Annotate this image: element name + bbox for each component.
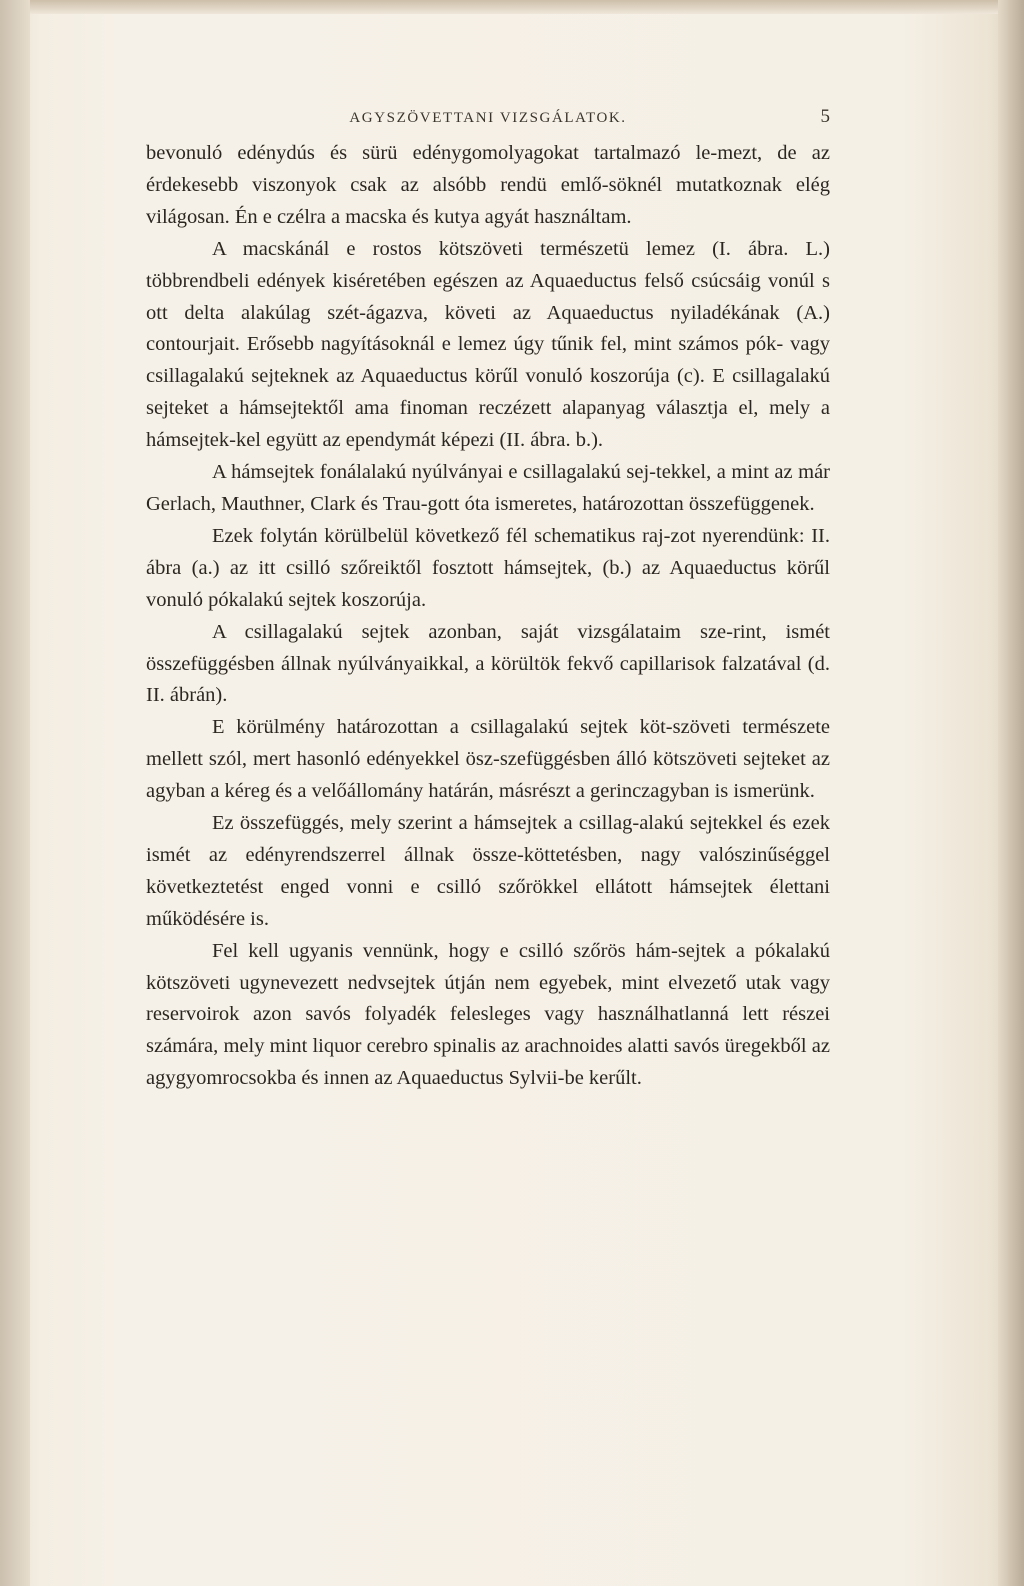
page-number: 5 xyxy=(820,106,830,127)
running-head xyxy=(146,106,830,130)
paragraph-3: A hámsejtek fonálalakú nyúlványai e csillagalakú sej-tekkel, a mint az már Gerlach, Mauthner, Clark és Trau-gott óta ismeretes, határozottan összefüggenek. xyxy=(146,461,830,515)
body-text xyxy=(146,138,830,1095)
paragraph-5: A csillagalakú sejtek azonban, saját vizsgálataim sze-rint, ismét összefüggésben állnak nyúlványaikkal, a körültök fekvő capillarisok falzatával (d. II. ábrán). xyxy=(146,620,830,707)
paragraph-7: Ez összefüggés, mely szerint a hámsejtek a csillag-alakú sejtekkel és ezek ismét az edényrendszerrel állnak össze-köttetésben, nagy valószinűséggel következtetést enged vonni e csilló szőrökkel ellátott hámsejtek élettani működésére is. xyxy=(146,812,830,930)
running-title: AGYSZÖVETTANI VIZSGÁLATOK. xyxy=(349,110,627,126)
paragraph-8: Fel kell ugyanis vennünk, hogy e csilló szőrös hám-sejtek a pókalakú kötszöveti ugynevezett nedvsejtek útján nem egyebek, mint elvezető utak vagy reservoirok azon savós folyadék felesleges vagy használhatlanná lett részei számára, mely mint liquor cerebro spinalis az arachnoides alatti savós üregekből az agygyomrocsokba és innen az Aquaeductus Sylvii-be kerűlt. xyxy=(146,939,830,1090)
page-top-edge xyxy=(0,0,1024,14)
paragraph-6: E körülmény határozottan a csillagalakú sejtek köt-szöveti természete mellett szól, mert hasonló edényekkel ösz-szefüggésben álló kötszöveti sejteket az agyban a kéreg és a velőállomány határán, másrészt a gerinczagyban is ismerünk. xyxy=(146,716,830,803)
page-right-edge xyxy=(998,0,1024,1586)
paragraph-4: Ezek folytán körülbelül következő fél schematikus raj-zot nyerendünk: II. ábra (a.) az itt csilló szőreiktől fosztott hámsejtek, (b.) az Aquaeductus körűl vonuló pókalakú sejtek koszorúja. xyxy=(146,524,830,611)
paragraph-1: bevonuló edénydús és sürü edénygomolyagokat tartalmazó le-mezt, de az érdekesebb viszonyok csak az alsóbb rendü emlő-söknél mutatkoznak elég világosan. Én e czélra a macska és kutya agyát használtam. xyxy=(146,142,830,228)
page-left-edge xyxy=(0,0,30,1586)
paragraph-2: A macskánál e rostos kötszöveti természetü lemez (I. ábra. L.) többrendbeli edények kiséretében egészen az Aquaeductus felső csúcsáig vonúl s ott delta alakúlag szét-ágazva, követi az Aquaeductus nyiladékának (A.) contourjait. Erősebb nagyításoknál e lemez úgy tűnik fel, mint számos pók- vagy csillagalakú sejteknek az Aquaeductus körűl vonuló koszorúja (c). E csillagalakú sejteket a hámsejtektől ama finoman reczézett alapanyag választja el, mely a hámsejtek-kel együtt az ependymát képezi (II. ábra. b.). xyxy=(146,237,830,452)
